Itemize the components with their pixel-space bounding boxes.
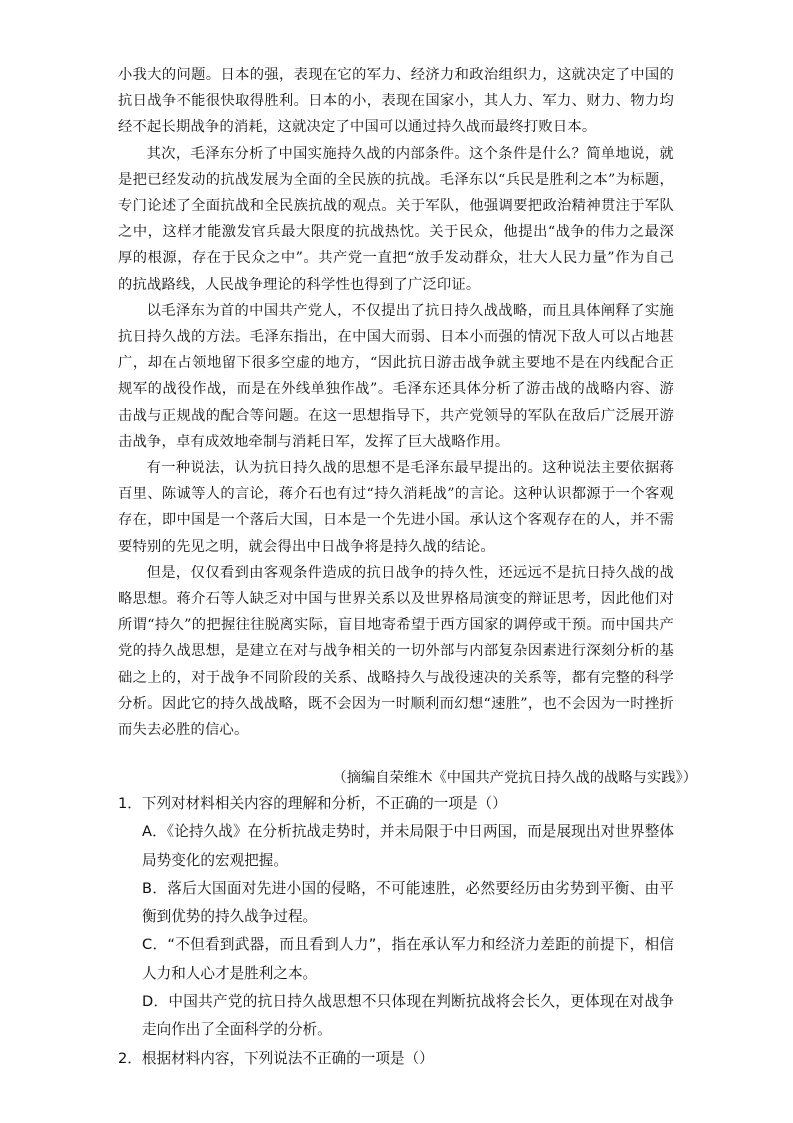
question-1-stem: 1．下列对材料相关内容的理解和分析，不正确的一项是（）: [118, 795, 507, 812]
passage-paragraph-1: 小我大的问题。日本的强，表现在它的军力、经济力和政治组织力，这就决定了中国的抗日战争不能很快取得胜利。日本的小，表现在国家小，其人力、军力、财力、物力均经不起长期战争的消耗，这就决定了中国可以通过持久战而最终打败日本。: [118, 67, 674, 136]
passage-paragraph-4: 有一种说法，认为抗日持久战的思想不是毛泽东最早提出的。这种说法主要依据蒋百里、陈诚等人的言论，蒋介石也有过“持久消耗战”的言论。这种认识都源于一个客观存在，即中国是一个落后大国，日本是一个先进小国。承认这个客观存在的人，并不需要特别的先见之明，就会得出中日战争将是持久战的结论。: [118, 460, 674, 555]
question-1-option-d: D．中国共产党的抗日持久战思想不只体现在判断抗战将会长久，更体现在对战争走向作出了全面科学的分析。: [142, 993, 674, 1039]
question-1-option-b: B．落后大国面对先进小国的侵略，不可能速胜，必然要经历由劣势到平衡、由平衡到优势的持久战争过程。: [142, 879, 674, 926]
passage-paragraph-2: 其次，毛泽东分析了中国实施持久战的内部条件。这个条件是什么？简单地说，就是把已经发动的抗战发展为全面的全民族的抗战。毛泽东以“兵民是胜利之本”为标题，专门论述了全面抗战和全民族抗战的观点。关于军队，他强调要把政治精神贯注于军队之中，这样才能激发官兵最大限度的抗战热忱。关于民众，他提出“战争的伟力之最深厚的根源，存在于民众之中”。共产党一直把“放手发动群众，壮大人民力量”作为自己的抗战路线，人民战争理论的科学性也得到了广泛印证。: [118, 145, 674, 293]
question-list: [118, 790, 674, 1073]
passage-paragraph-5: 但是，仅仅看到由客观条件造成的抗日战争的持久性，还远远不是抗日持久战的战略思想。蒋介石等人缺乏对中国与世界关系以及世界格局演变的辩证思考，因此他们对所谓“持久”的把握往往脱离实际，盲目地寄希望于西方国家的调停或干预。而中国共产党的持久战思想，是建立在对与战争相关的一切外部与内部复杂因素进行深刻分析的基础之上的，对于战争不同阶段的关系、战略持久与战役速决的关系等，都有完整的科学分析。因此它的持久战战略，既不会因为一时顺利而幻想“速胜”，也不会因为一时挫折而失去必胜的信心。: [118, 564, 674, 739]
question-2-stem: 2．根据材料内容，下列说法不正确的一项是（）: [118, 1049, 434, 1067]
reading-passage: [118, 62, 674, 743]
question-1-option-a: A．《论持久战》在分析抗战走势时，并未局限于中日两国，而是展现出对世界整体局势变化的宏观把握。: [142, 823, 674, 869]
source-citation: （摘编自荣维木《中国共产党抗日持久战的战略与实践》）: [332, 770, 697, 786]
passage-paragraph-3: 以毛泽东为首的中国共产党人，不仅提出了抗日持久战战略，而且具体阐释了实施抗日持久战的方法。毛泽东指出，在中国大而弱、日本小而强的情况下敌人可以占地甚广，却在占领地留下很多空虚的地方，“因此抗日游击战争就主要地不是在内线配合正规军的战役作战，而是在外线单独作战”。毛泽东还具体分析了游击战的战略内容、游击战与正规战的配合等问题。在这一思想指导下，共产党领导的军队在敌后广泛展开游击战争，卓有成效地牵制与消耗日军，发挥了巨大战略作用。: [118, 302, 674, 450]
question-1-option-c: C．“不但看到武器，而且看到人力”，指在承认军力和经济力差距的前提下，相信人力和人心才是胜利之本。: [142, 936, 674, 982]
